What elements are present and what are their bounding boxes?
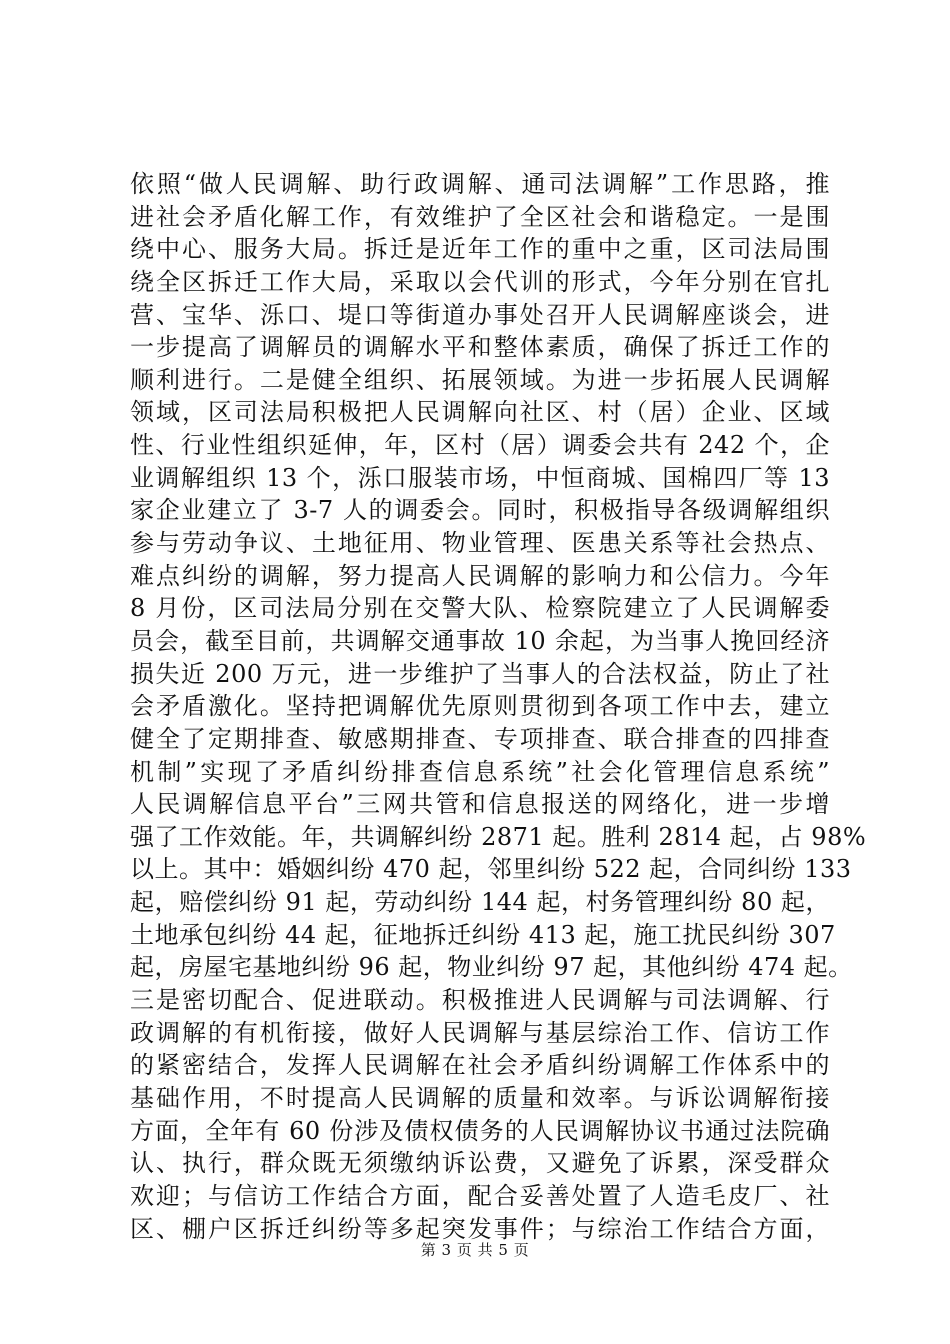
page-footer: 第 3 页 共 5 页 [420,1241,530,1259]
text-line: 依照“做人民调解、助行政调解、通司法调解”工作思路，推 [130,170,830,198]
text-line: 绕中心、服务大局。拆迁是近年工作的重中之重，区司法局围 [130,235,830,264]
text-line: 员会，截至目前，共调解交通事故 10 余起，为当事人挽回经济 [130,626,830,655]
text-line: 的紧密结合，发挥人民调解在社会矛盾纠纷调解工作体系中的 [130,1051,830,1080]
text-line: 强了工作效能。年，共调解纠纷 2871 起。胜利 2814 起，占 98% [130,822,867,851]
text-line: 一步提高了调解员的调解水平和整体素质，确保了拆迁工作的 [130,333,830,362]
text-line: 顺利进行。二是健全组织、拓展领域。为进一步拓展人民调解 [130,365,830,394]
text-line: 欢迎；与信访工作结合方面，配合妥善处置了人造毛皮厂、社 [130,1181,830,1210]
text-line: 以上。其中：婚姻纠纷 470 起，邻里纠纷 522 起，合同纠纷 133 [130,855,852,884]
text-line: 难点纠纷的调解，努力提高人民调解的影响力和公信力。今年 [130,561,830,590]
text-line: 土地承包纠纷 44 起，征地拆迁纠纷 413 起，施工扰民纠纷 307 [130,920,836,949]
text-line: 营、宝华、泺口、堤口等街道办事处召开人民调解座谈会，进 [130,300,830,329]
text-line: 区、棚户区拆迁纠纷等多起突发事件；与综治工作结合方面， [130,1214,830,1243]
text-line: 起，房屋宅基地纠纷 96 起，物业纠纷 97 起，其他纠纷 474 起。 [130,953,853,982]
text-line: 政调解的有机衔接，做好人民调解与基层综治工作、信访工作 [130,1018,830,1047]
text-line: 家企业建立了 3-7 人的调委会。同时，积极指导各级调解组织 [130,496,830,525]
text-line: 进社会矛盾化解工作，有效维护了全区社会和谐稳定。一是围 [130,202,830,231]
text-line: 方面，全年有 60 份涉及债权债务的人民调解协议书通过法院确 [130,1116,830,1145]
text-line: 性、行业性组织延伸，年，区村（居）调委会共有 242 个，企 [130,431,830,460]
text-line: 绕全区拆迁工作大局，采取以会代训的形式，今年分别在官扎 [130,267,830,296]
body-text [130,168,867,1245]
text-line: 损失近 200 万元，进一步维护了当事人的合法权益，防止了社 [130,659,830,688]
text-line: 会矛盾激化。坚持把调解优先原则贯彻到各项工作中去，建立 [130,692,830,721]
text-line: 人民调解信息平台”三网共管和信息报送的网络化，进一步增 [130,790,830,819]
text-line: 健全了定期排查、敏感期排查、专项排查、联合排查的四排查 [130,724,830,753]
text-line: 业调解组织 13 个，泺口服装市场，中恒商城、国棉四厂等 13 [130,463,830,492]
text-line: 基础作用，不时提高人民调解的质量和效率。与诉讼调解衔接 [130,1083,830,1112]
text-line: 8 月份，区司法局分别在交警大队、检察院建立了人民调解委 [130,594,830,623]
text-line: 起，赔偿纠纷 91 起，劳动纠纷 144 起，村务管理纠纷 80 起， [130,888,830,917]
text-line: 三是密切配合、促进联动。积极推进人民调解与司法调解、行 [130,986,830,1015]
text-line: 领域，区司法局积极把人民调解向社区、村（居）企业、区域 [130,398,830,427]
text-line: 参与劳动争议、土地征用、物业管理、医患关系等社会热点、 [130,529,830,558]
text-line: 认、执行，群众既无须缴纳诉讼费，又避免了诉累，深受群众 [130,1149,830,1178]
text-line: 机制”实现了矛盾纠纷排查信息系统”社会化管理信息系统” [130,757,830,786]
